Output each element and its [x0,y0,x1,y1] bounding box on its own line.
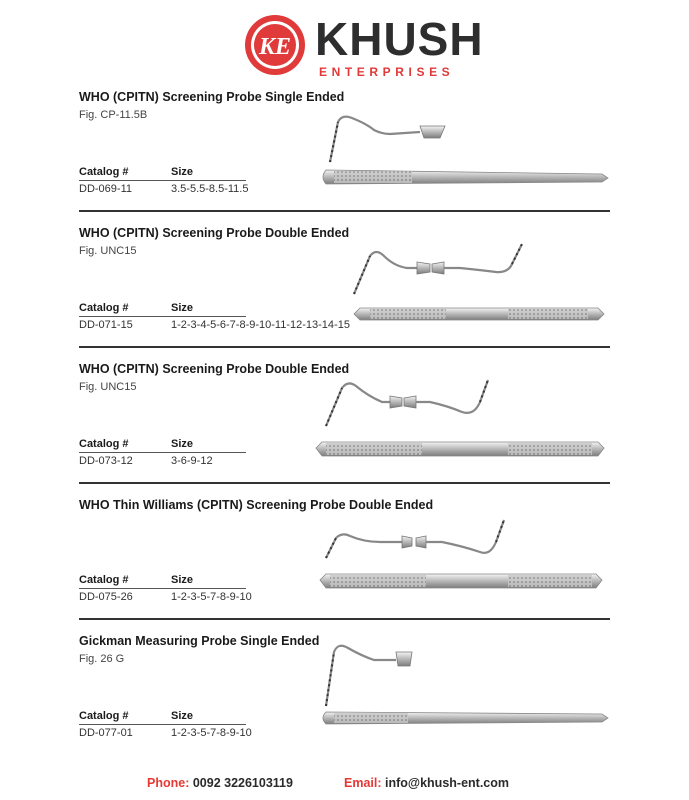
product-title: WHO (CPITN) Screening Probe Double Ended [79,362,350,376]
probe-double-ended-illustration [312,236,612,356]
catalog-header: Catalog # [79,574,129,586]
product-section [0,362,689,498]
catalog-number: DD-071-15 [79,319,133,331]
email-label: Email: [344,776,382,790]
section-divider [79,346,610,348]
product-figure: Fig. CP-11.5B [79,109,148,121]
logo-monogram: KE [258,34,292,60]
section-divider [79,482,610,484]
product-figure: Fig. UNC15 [79,381,137,393]
probe-double-ended-illustration [312,512,612,632]
header-rule [79,724,246,725]
catalog-number: DD-073-12 [79,455,133,467]
header-rule [79,316,246,317]
size-value: 1-2-3-4-5-6-7-8-9-10-11-12-13-14-15 [171,319,350,331]
size-header: Size [171,166,194,178]
header-rule [79,452,246,453]
email-address[interactable]: info@khush-ent.com [385,776,509,790]
catalog-header: Catalog # [79,710,129,722]
phone-label: Phone: [147,776,190,790]
size-header: Size [171,574,194,586]
footer-email [344,776,509,790]
size-header: Size [171,438,194,450]
probe-double-ended-illustration [312,372,612,492]
size-value: 1-2-3-5-7-8-9-10 [171,591,252,603]
product-title: WHO (CPITN) Screening Probe Single Ended [79,90,345,104]
phone-number[interactable]: 0092 3226103119 [192,776,293,790]
product-figure: Fig. 26 G [79,653,125,665]
catalog-number: DD-075-26 [79,591,133,603]
size-header: Size [171,302,194,314]
product-section [0,90,689,226]
product-section [0,226,689,362]
header-rule [79,588,246,589]
product-section [0,498,689,634]
probe-single-ended-illustration [312,90,612,210]
catalog-number: DD-077-01 [79,727,133,739]
catalog-header: Catalog # [79,166,129,178]
size-value: 3.5-5.5-8.5-11.5 [171,183,249,195]
header-rule [79,180,246,181]
product-title: Gickman Measuring Probe Single Ended [79,634,320,648]
probe-single-ended-illustration [312,634,612,754]
catalog-header: Catalog # [79,302,129,314]
product-title: WHO (CPITN) Screening Probe Double Ended [79,226,350,240]
size-value: 3-6-9-12 [171,455,213,467]
size-value: 1-2-3-5-7-8-9-10 [171,727,252,739]
footer-phone [147,776,293,790]
catalog-number: DD-069-11 [79,183,132,195]
company-logo [243,13,484,79]
section-divider [79,210,610,212]
catalog-header: Catalog # [79,438,129,450]
product-section [0,634,689,770]
product-title: WHO Thin Williams (CPITN) Screening Probe Double Ended [79,498,434,512]
size-header: Size [171,710,194,722]
company-tagline: ENTERPRISES [319,65,455,79]
company-name: KHUSH [315,13,484,65]
logo-badge-icon [243,13,307,77]
section-divider [79,618,610,620]
product-figure: Fig. UNC15 [79,245,137,257]
